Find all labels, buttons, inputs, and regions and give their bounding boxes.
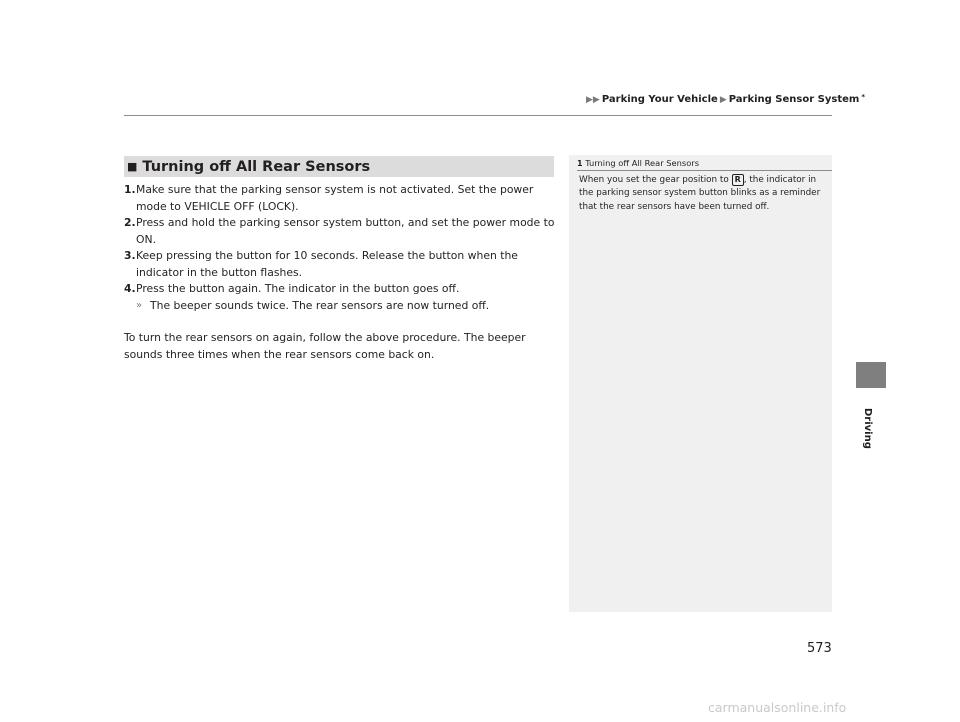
result-text: The beeper sounds twice. The rear sensors are now turned off. [150,298,490,312]
gear-r-icon: R [732,174,744,186]
asterisk-mark: * [861,92,865,101]
step-1 [124,182,564,215]
step-4 [124,281,564,298]
note-body-end: , the indicator in the parking sensor system button blinks as a reminder that the rear sensors have been turned off. [579,175,821,212]
breadcrumb-item-parking-sensor-system[interactable]: Parking Sensor System [728,94,860,105]
result-arrow-icon: » [136,299,143,311]
chapter-tab[interactable] [856,362,886,388]
step-3 [124,248,564,281]
breadcrumb-arrow-icon: ▶ [719,94,727,105]
body-paragraph: To turn the rear sensors on again, follow the above procedure. The beeper sounds three times when the rear sensors come back on. [124,331,526,361]
breadcrumb [586,94,865,105]
section-heading [124,156,554,177]
section-title: Turning off All Rear Sensors [142,158,371,175]
instructions [124,182,564,363]
step-text: Press and hold the parking sensor system button, and set the power mode to ON. [136,216,555,246]
step-2 [124,215,564,248]
step-number: 2. [124,216,136,229]
step-4-result [124,298,564,315]
watermark: carmanualsonline.info [708,700,847,715]
step-number: 4. [124,282,136,295]
note-body [579,174,827,214]
note-divider [577,170,832,171]
chapter-tab-label: Driving [862,408,873,449]
side-note [569,155,832,612]
note-title-text: Turning off All Rear Sensors [585,158,700,168]
step-text: Keep pressing the button for 10 seconds. Release the button when the indicator in the button flashes. [136,249,518,279]
section-marker-icon: ■ [127,160,138,173]
page-number: 573 [807,641,832,656]
breadcrumb-arrow-icon: ▶▶ [586,94,600,105]
step-number: 1. [124,183,136,196]
note-title [577,158,699,168]
note-body-start: When you set the gear position to [579,175,732,185]
step-number: 3. [124,249,136,262]
step-text: Press the button again. The indicator in the button goes off. [136,282,460,295]
step-text: Make sure that the parking sensor system is not activated. Set the power mode to VEHICLE OFF (LOCK). [136,183,534,213]
note-reference-icon: 1 [577,159,583,168]
breadcrumb-item-parking-your-vehicle[interactable]: Parking Your Vehicle [601,94,718,105]
header-divider [124,115,832,116]
